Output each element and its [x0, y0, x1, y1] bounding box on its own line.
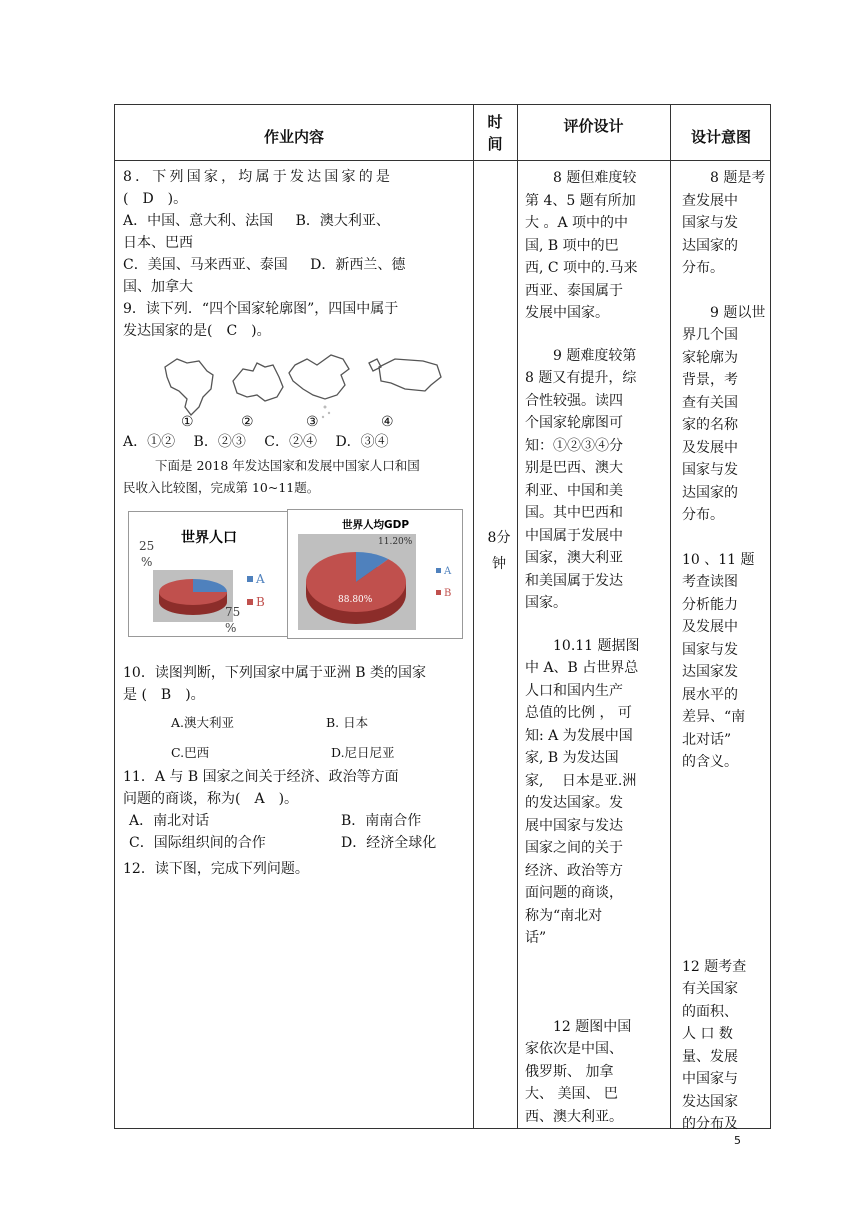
- intent-paragraph-q10-11: [682, 549, 768, 774]
- q11-option-a: A．南北对话: [129, 813, 210, 829]
- paragraph-line: 查发展中: [682, 192, 738, 209]
- paragraph-line: 西、澳大利亚。: [525, 1108, 623, 1125]
- paragraph-line: 家轮廓为: [682, 349, 738, 366]
- paragraph-line: 查有关国: [682, 394, 738, 411]
- usa-outline-icon: [379, 359, 441, 391]
- paragraph-line: 称为“南北对: [525, 907, 603, 924]
- paragraph-line: 及发展中: [682, 619, 738, 635]
- eval-paragraph-q8: [525, 167, 667, 325]
- q10-stem-cont: 是 ( B )。: [123, 687, 205, 703]
- paragraph-line: 利亚、中国和美: [525, 482, 623, 499]
- paragraph-line: 家的名称: [682, 417, 738, 433]
- legend-b-swatch: [436, 590, 441, 595]
- time-unit: 钟: [492, 556, 506, 572]
- col-divider: [517, 105, 518, 1128]
- paragraph-line: 大 。A 项中的中: [525, 215, 629, 231]
- brazil-outline-icon: [165, 359, 213, 415]
- gdp-label-b: 88.80%: [338, 595, 373, 605]
- paragraph-line: 的分布及: [682, 1116, 738, 1132]
- paragraph-line: 有关国家: [682, 981, 738, 997]
- australia-outline-icon: [233, 363, 283, 401]
- col-divider: [670, 105, 671, 1128]
- header-time-line2: 间: [487, 135, 503, 153]
- q8-option-d-cont: 国、加拿大: [123, 279, 193, 295]
- legend-a-swatch: [436, 568, 441, 573]
- design-intent-column: [682, 167, 768, 1136]
- paragraph-line: 背景，考: [682, 372, 738, 388]
- paragraph-line: 北对话”: [682, 731, 732, 748]
- paragraph-line: 中国属于发展中: [525, 527, 623, 544]
- paragraph-line: 第 4、5 题有所加: [525, 192, 636, 209]
- population-chart: [128, 511, 288, 637]
- paragraph-line: 10.11 题据图: [553, 637, 640, 654]
- header-divider: [115, 160, 770, 161]
- homework-table: [114, 104, 771, 1132]
- paragraph-line: 家, B 为发达国: [525, 750, 619, 766]
- q8-option-b: B．澳大利亚、: [295, 213, 390, 229]
- paragraph-line: 达国家的: [682, 484, 738, 501]
- header-time: [473, 111, 517, 155]
- paragraph-line: 12 题图中国: [553, 1018, 632, 1035]
- q8-stem: 8．下列国家，均属于发达国家的是: [123, 169, 394, 185]
- map-label-1: ①: [181, 414, 194, 430]
- paragraph-line: 家, 日本是亚.洲: [525, 772, 637, 789]
- paragraph-line: 展水平的: [682, 686, 738, 703]
- paragraph-line: 9 题难度较第: [553, 347, 637, 364]
- population-label-b: 75: [225, 605, 241, 619]
- paragraph-line: 国家与发: [682, 641, 738, 658]
- paragraph-line: 发达国家: [682, 1093, 738, 1110]
- paragraph-line: 家依次是中国、: [525, 1041, 623, 1057]
- eval-paragraph-q9: [525, 345, 667, 615]
- paragraph-line: 的发达国家。发: [525, 795, 623, 811]
- q11-option-c: C．国际组织间的合作: [129, 835, 266, 851]
- q8-option-a: A．中国、意大利、法国: [123, 213, 274, 229]
- time-value: 8分: [487, 530, 511, 546]
- paragraph-line: 分布。: [682, 260, 724, 276]
- paragraph-line: 8 题是考: [710, 170, 766, 186]
- q11-stem-cont: 问题的商谈，称为( A )。: [123, 791, 299, 807]
- eval-paragraph-q10-11: [525, 635, 667, 950]
- paragraph-line: 考查读图: [682, 574, 738, 590]
- paragraph-line: 面问题的商谈，: [525, 885, 623, 901]
- gdp-chart: [287, 509, 463, 639]
- paragraph-line: 8 题又有提升，综: [525, 370, 637, 386]
- country-outline-maps: [155, 345, 445, 435]
- paragraph-line: 别是巴西、澳大: [525, 460, 623, 476]
- paragraph-line: 达国家的: [682, 237, 738, 254]
- paragraph-line: 差异、“南: [682, 709, 746, 725]
- q9-stem-cont: 发达国家的是( C )。: [123, 323, 271, 339]
- q8-option-b-cont: 日本、巴西: [123, 235, 193, 251]
- gdp-pie-svg: [288, 510, 462, 638]
- population-label-b-pct: %: [225, 621, 237, 635]
- q10-option-d: D.尼日尼亚: [331, 745, 395, 760]
- legend-a-label: A: [256, 572, 265, 586]
- q8-answer: ( D )。: [123, 191, 188, 207]
- paragraph-line: 及发展中: [682, 439, 738, 456]
- paragraph-line: 国家之间的关于: [525, 840, 623, 856]
- paragraph-line: 量、发展: [682, 1048, 738, 1065]
- paragraph-line: 10 、11 题: [682, 551, 755, 568]
- paragraph-line: 分析能力: [682, 596, 738, 613]
- map-label-4: ④: [381, 414, 394, 430]
- paragraph-line: 人 口 数: [682, 1026, 733, 1042]
- paragraph-line: 经济、政治等方: [525, 862, 623, 879]
- population-pie-svg: [129, 512, 287, 636]
- q11-option-d: D．经济全球化: [341, 835, 437, 851]
- header-time-line1: 时: [487, 113, 503, 131]
- page-number: 5: [734, 1134, 741, 1147]
- eval-paragraph-q12: [525, 1016, 667, 1129]
- paragraph-line: 国家与发: [682, 215, 738, 231]
- legend-a-swatch: [247, 576, 253, 582]
- legend-a-label: A: [444, 566, 452, 577]
- population-label-a: 25: [139, 539, 155, 553]
- paragraph-line: 的面积、: [682, 1003, 738, 1020]
- intro-line-1: 下面是 2018 年发达国家和发展中国家人口和国: [155, 458, 420, 473]
- header-evaluation-design: 评价设计: [563, 117, 624, 135]
- q8-option-c: C．美国、马来西亚、泰国: [123, 257, 288, 273]
- paragraph-line: 9 题以世: [710, 304, 766, 321]
- q12-stem: 12．读下图，完成下列问题。: [123, 861, 309, 877]
- paragraph-line: 个国家轮廓图可: [525, 415, 623, 431]
- paragraph-line: 大、 美国、 巴: [525, 1086, 618, 1102]
- q10-option-b: B. 日本: [326, 715, 369, 730]
- paragraph-line: 分布。: [682, 507, 724, 523]
- paragraph-line: 发展中国家。: [525, 305, 609, 321]
- gdp-label-a: 11.20%: [378, 537, 413, 547]
- population-label-a-pct: %: [141, 555, 153, 569]
- map-label-2: ②: [241, 414, 254, 430]
- q11-option-b: B．南南合作: [341, 813, 422, 829]
- paragraph-line: 达国家发: [682, 664, 738, 680]
- paragraph-line: 知：①②③④分: [525, 437, 623, 454]
- paragraph-line: 的含义。: [682, 754, 738, 770]
- paragraph-line: 8 题但难度较: [553, 170, 637, 186]
- question-10: [123, 662, 468, 764]
- paragraph-line: 和美国属于发达: [525, 572, 623, 589]
- paragraph-line: 中 A、B 占世界总: [525, 660, 639, 676]
- question-9: [123, 298, 468, 342]
- q10-11-intro: [123, 455, 468, 499]
- gdp-chart-title: 世界人均GDP: [342, 519, 410, 531]
- q9-options-text: A．①② B．②③ C．②④ D．③④: [123, 434, 389, 450]
- intent-paragraph-q8: [682, 167, 768, 280]
- paragraph-line: 总值的比例 ， 可: [525, 705, 632, 721]
- intro-line-2: 民收入比较图，完成第 10~11题。: [123, 480, 320, 495]
- paragraph-line: 12 题考查: [682, 958, 747, 975]
- intent-paragraph-q12: [682, 956, 768, 1136]
- legend-b-label: B: [256, 595, 265, 609]
- paragraph-line: 俄罗斯、 加拿: [525, 1063, 614, 1080]
- q10-option-a: A.澳大利亚: [171, 715, 235, 730]
- paragraph-line: 西亚、泰国属于: [525, 282, 623, 299]
- legend-b-label: B: [444, 588, 452, 599]
- paragraph-line: 国, B 项中的巴: [525, 237, 619, 254]
- paragraph-line: 国家与发: [682, 462, 738, 478]
- paragraph-line: 界几个国: [682, 327, 738, 343]
- china-outline-icon: [289, 355, 349, 399]
- header-design-intent: 设计意图: [690, 128, 751, 146]
- intent-paragraph-q9: [682, 302, 768, 527]
- col-divider: [473, 105, 474, 1128]
- paragraph-line: 国家。: [525, 595, 567, 611]
- header-homework-content: 作业内容: [263, 128, 324, 146]
- evaluation-design-column: [525, 167, 667, 1128]
- q9-stem: 9．读下列．“四个国家轮廓图”，四国中属于: [123, 301, 399, 317]
- q9-options: [123, 431, 468, 453]
- paragraph-line: 国。其中巴西和: [525, 505, 623, 521]
- paragraph-line: 展中国家与发达: [525, 817, 623, 834]
- q10-stem: 10．读图判断，下列国家中属于亚洲 B 类的国家: [123, 665, 427, 681]
- paragraph-line: 话”: [525, 930, 547, 946]
- question-8: [123, 166, 468, 298]
- q10-option-c: C.巴西: [171, 745, 210, 760]
- paragraph-line: 知: A 为发展中国: [525, 727, 633, 744]
- paragraph-line: 人口和国内生产: [525, 682, 623, 699]
- paragraph-line: 国家，澳大利亚: [525, 550, 623, 566]
- q11-stem: 11．A 与 B 国家之间关于经济、政治等方面: [123, 769, 399, 785]
- time-cell: [481, 525, 517, 577]
- paragraph-line: 中国家与: [682, 1071, 738, 1087]
- legend-b-swatch: [247, 599, 253, 605]
- question-12: [123, 858, 468, 880]
- paragraph-line: 西, C 项中的.马来: [525, 260, 638, 276]
- map-label-3: ③: [306, 414, 319, 430]
- paragraph-line: 合性较强。读四: [525, 392, 623, 409]
- population-chart-title: 世界人口: [181, 530, 237, 546]
- q8-option-d: D．新西兰、德: [310, 257, 406, 273]
- question-11: [123, 766, 468, 854]
